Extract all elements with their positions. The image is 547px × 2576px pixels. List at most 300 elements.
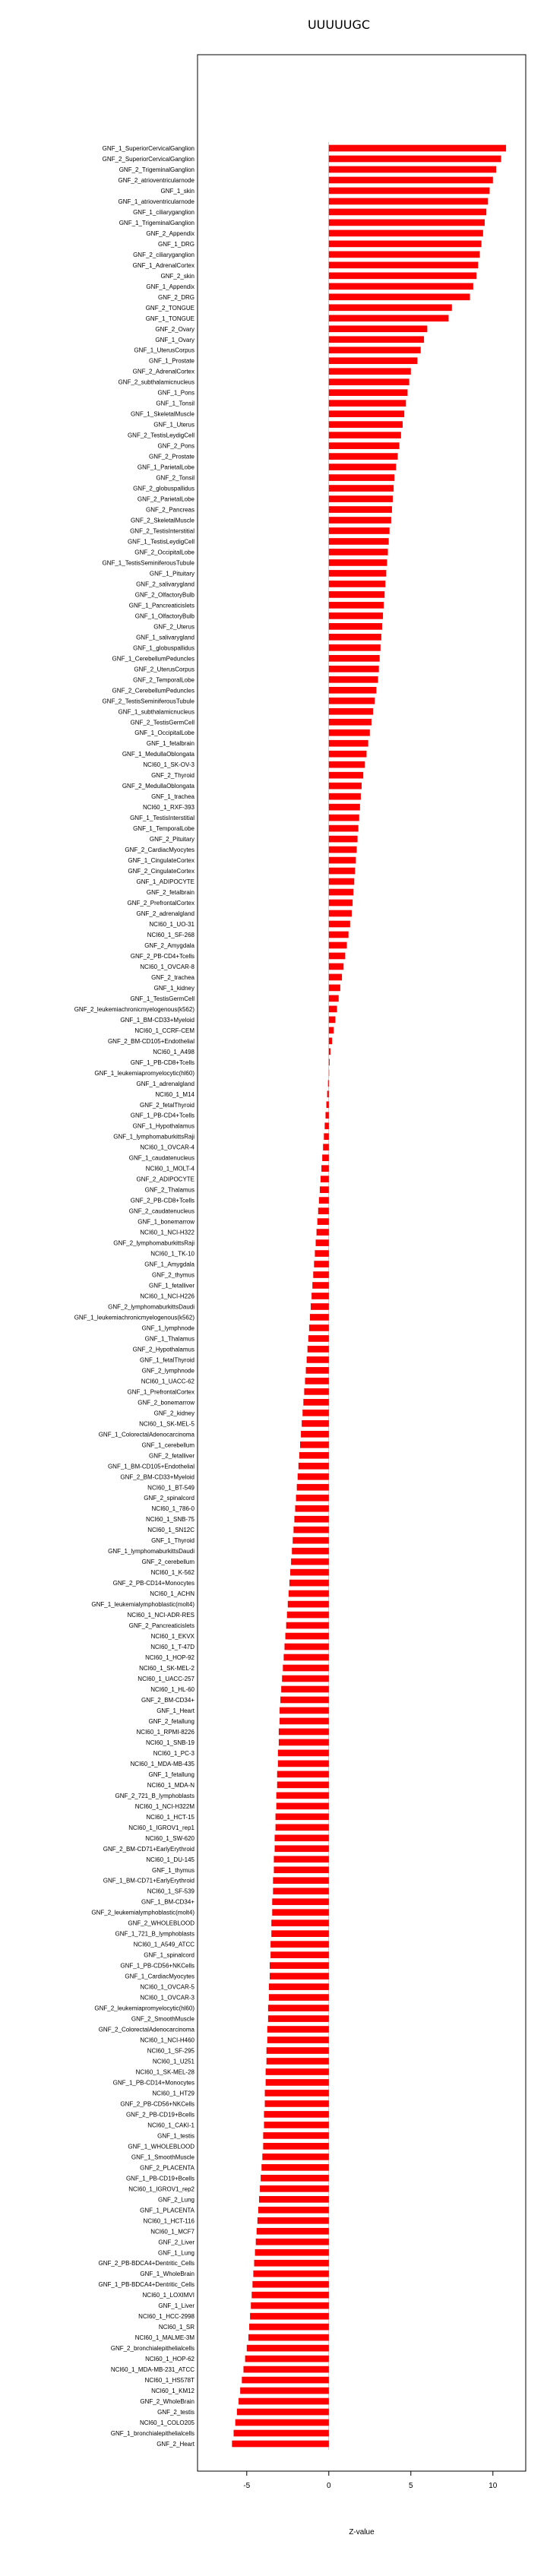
category-label: NCI60_1_OVCAR-8 [140,963,194,970]
bar [252,2281,328,2288]
category-label: GNF_1_trachea [151,793,194,801]
bar [329,230,483,237]
category-label: GNF_1_CardiacMyocytes [125,1973,194,1980]
category-label: GNF_2_fetallung [148,1717,194,1725]
bar [259,2196,329,2203]
bar [279,1729,329,1736]
category-label: GNF_1_TemporalLobe [133,825,194,833]
category-label: GNF_2_WholeBrain [140,2398,194,2406]
category-label: GNF_1_BM-CD33+Myeloid [120,1016,194,1024]
category-label: GNF_2_atrioventricularnode [118,176,194,184]
category-label: NCI60_1_TK-10 [150,1250,194,1258]
bar [301,1431,329,1438]
bar [315,1250,328,1257]
category-label: GNF_2_globuspallidus [133,485,194,492]
bar [281,1686,329,1693]
category-label: GNF_1_ColorectalAdenocarcinoma [98,1431,194,1438]
bar [329,772,363,779]
bar [277,1802,329,1809]
category-label: NCI60_1_OVCAR-4 [140,1144,194,1151]
category-label: GNF_1_PB-CD4+Tcells [130,1112,194,1119]
category-label: GNF_2_PB-CD14+Monocytes [112,1580,194,1587]
bar [289,1580,329,1587]
bar [329,698,375,704]
category-label: NCI60_1_CAKI-1 [147,2122,194,2129]
bar [329,687,377,694]
category-label: GNF_1_Hypothalamus [132,1122,194,1130]
category-label: GNF_2_Pancreas [145,506,194,514]
category-label: GNF_2_leukemialymphoblastic(molt4) [91,1909,194,1916]
bar [277,1771,329,1778]
bar [266,2079,329,2086]
bar [278,1750,329,1757]
bar [329,591,384,598]
bar [264,2111,328,2118]
bar [311,1293,329,1299]
bar [329,623,382,630]
category-label: NCI60_1_RPMI-8226 [136,1728,194,1736]
category-label: NCI60_1_ACHN [150,1590,194,1598]
category-label: GNF_2_lymphomaburkittsRaji [113,1239,194,1247]
category-label: NCI60_1_SK-MEL-2 [139,1665,194,1673]
category-label: GNF_1_Amygdala [144,1261,194,1268]
category-label: GNF_1_testis [157,2132,194,2140]
category-label: NCI60_1_UACC-257 [138,1676,194,1682]
category-label: GNF_2_fetalbrain [146,889,194,897]
category-label: NCI60_1_BT-549 [147,1484,194,1492]
bar [300,1441,329,1448]
category-label: NCI60_1_PC-3 [153,1749,194,1757]
category-label: NCI60_1_COLO205 [139,2419,194,2427]
bar [272,1898,329,1905]
category-label: GNF_1_CingulateCortex [128,857,194,865]
category-label: NCI60_1_NCI-H322M [134,1802,194,1810]
bar [264,2122,328,2128]
bar [269,1994,329,2001]
bar [329,1037,332,1044]
bar [329,985,340,992]
bar [329,241,482,248]
bar [274,1856,328,1862]
category-label: NCI60_1_HCC-2998 [138,2313,194,2321]
category-label: NCI60_1_MDA-MB-435 [130,1760,194,1767]
bar [257,2228,329,2235]
bar [275,1834,329,1841]
category-label: GNF_2_PB-CD19+Bcells [125,2111,194,2119]
category-label: GNF_1_kidney [153,984,194,992]
category-label: GNF_1_PB-CD8+Tcells [130,1059,194,1066]
category-label: NCI60_1_K-562 [150,1569,194,1577]
category-label: NCI60_1_HL-60 [150,1685,194,1693]
category-label: NCI60_1_SF-295 [147,2047,194,2055]
category-label: GNF_2_Amygdala [144,941,194,949]
bar [329,506,392,513]
category-label: GNF_2_trachea [151,973,194,981]
bar [329,188,490,195]
category-label: NCI60_1_A549_ATCC [133,1941,194,1948]
bar [329,847,357,853]
bar [243,2366,328,2373]
bar [308,1335,329,1342]
bar [329,389,408,396]
bar [267,2026,329,2033]
bar [324,1122,328,1129]
bar [324,1133,328,1140]
bar [240,2388,329,2394]
bar [283,1654,328,1661]
category-label: GNF_2_cerebellum [141,1559,194,1566]
bar [291,1559,329,1565]
bar [275,1845,329,1852]
bar [329,357,418,364]
category-label: NCI60_1_NCI-H322 [140,1229,194,1236]
bar [319,1197,329,1204]
category-label: NCI60_1_U251 [152,2058,194,2065]
bar [288,1601,329,1608]
category-label: GNF_2_721_B_lymphoblasts [115,1792,194,1799]
bar [329,761,365,768]
category-label: GNF_1_OccipitalLobe [134,729,194,737]
category-label: GNF_2_PB-CD56+NKCells [120,2100,194,2108]
category-label: GNF_1_PrefrontalCortex [127,1388,194,1396]
bar [306,1367,329,1374]
category-label: NCI60_1_SK-MEL-5 [139,1420,194,1428]
bar [258,2207,329,2214]
bar [329,166,496,173]
bar [270,1962,329,1969]
category-label: GNF_1_lymphnode [141,1324,194,1332]
bar [268,2005,329,2011]
category-label: GNF_1_WholeBrain [140,2271,194,2278]
category-label: NCI60_1_IGROV1_rep1 [128,1824,194,1831]
category-label: GNF_2_PrefrontalCortex [127,900,194,907]
bar [297,1484,329,1491]
bar [329,485,394,492]
bar [329,793,361,800]
bar [329,921,350,928]
category-label: GNF_2_skin [160,272,194,280]
bar [267,2036,329,2043]
category-label: GNF_2_PB-CD4+Tcells [130,952,194,960]
category-label: GNF_1_lymphomaburkittsRaji [113,1133,194,1141]
bar [314,1261,328,1267]
category-label: NCI60_1_UACC-62 [141,1378,194,1385]
category-label: NCI60_1_MDA-N [147,1781,194,1789]
bar [308,1346,329,1353]
category-label: GNF_1_TONGUE [145,315,194,322]
bar [250,2313,329,2320]
bar [263,2143,328,2150]
category-label: GNF_2_thymus [151,1271,194,1279]
category-label: GNF_1_bronchialepithelialcells [110,2430,194,2438]
bar [255,2249,329,2256]
bar [293,1527,328,1533]
category-label: NCI60_1_LOXIMVI [142,2292,194,2299]
category-label: GNF_1_WHOLEBLOOD [128,2143,194,2150]
category-label: NCI60_1_UO-31 [149,920,194,928]
category-label: GNF_2_fetalThyroid [139,1101,194,1109]
bar [296,1495,329,1502]
category-label: GNF_1_BM-CD105+Endothelial [107,1463,194,1470]
category-label: GNF_2_CingulateCortex [128,868,194,875]
bar [329,209,486,216]
category-label: GNF_1_PB-BDCA4+Dentritic_Cells [98,2281,194,2289]
bar [328,1080,329,1087]
category-label: NCI60_1_OVCAR-5 [140,1983,194,1991]
category-label: NCI60_1_MDA-MB-231_ATCC [110,2366,194,2374]
bar [260,2185,329,2192]
x-axis [243,2471,497,2490]
category-label: GNF_2_Thyroid [151,772,194,780]
bar [271,1930,329,1937]
bar [329,283,473,290]
bar [277,1782,329,1789]
category-label: NCI60_1_SN12C [147,1527,194,1534]
category-label: NCI60_1_SR [158,2324,194,2331]
bar [329,708,373,715]
bar [256,2239,329,2245]
bar [329,538,389,545]
category-label: GNF_1_globuspallidus [133,644,194,652]
category-label: NCI60_1_MOLT-4 [145,1165,194,1172]
bar [329,1048,330,1055]
bar [323,1144,329,1150]
bar [313,1271,329,1278]
bar [251,2302,329,2309]
category-label: NCI60_1_MALME-3M [134,2334,194,2342]
chart-title: UUUUUGC [307,17,371,32]
bar [329,644,381,651]
category-label: GNF_2_caudatenucleus [128,1207,194,1215]
bar [303,1399,328,1406]
bar [271,1919,329,1926]
x-axis-title: Z-value [349,2528,375,2536]
bars-group [232,142,506,2450]
bar [239,2398,329,2405]
category-label: NCI60_1_SK-MEL-28 [135,2068,194,2076]
bar [329,857,356,864]
category-label: GNF_2_kidney [153,1410,194,1417]
bar [329,527,390,534]
category-label: GNF_2_WHOLEBLOOD [128,1919,194,1927]
bar [270,1951,329,1958]
bar [325,1112,328,1119]
category-label: NCI60_1_786-0 [151,1505,194,1513]
category-label: GNF_1_cerebellum [141,1441,194,1449]
category-label: GNF_1_PLACENTA [140,2207,194,2214]
bar [287,1612,329,1619]
category-label: GNF_2_PLACENTA [140,2164,194,2172]
bar [321,1165,329,1172]
bar [329,432,401,438]
category-label: GNF_1_SkeletalMuscle [130,410,194,418]
bar [294,1516,328,1523]
category-label: GNF_2_bonemarrow [138,1399,194,1407]
category-label: GNF_1_caudatenucleus [128,1154,194,1162]
bar [329,868,356,875]
bar [266,2068,329,2075]
bar [329,220,485,226]
category-label: GNF_2_BM-CD105+Endothelial [107,1037,194,1045]
bar [317,1229,329,1236]
category-label: NCI60_1_NCI-ADR-RES [127,1612,194,1619]
bar [329,1069,330,1076]
category-label: GNF_2_adrenalgland [136,910,194,917]
bar [261,2164,329,2171]
category-label: GNF_1_PB-CD56+NKCells [120,1962,194,1970]
bar [329,252,480,258]
category-label: GNF_1_Pituitary [149,570,194,578]
bar [276,1824,329,1831]
category-label: NCI60_1_RXF-393 [142,804,194,812]
bar [329,602,384,609]
category-label: GNF_2_TestisSeminiferousTubule [102,698,194,705]
category-label: NCI60_1_IGROV1_rep2 [128,2185,194,2193]
bar [236,2419,329,2426]
bar [237,2409,329,2416]
bar [329,453,398,460]
bar [329,964,343,970]
bar [268,2015,329,2022]
category-label: GNF_2_OlfactoryBulb [134,591,194,599]
bar [265,2090,329,2097]
category-label: GNF_1_UterusCorpus [134,347,194,354]
category-label: NCI60_1_DU-145 [146,1856,194,1863]
category-label: NCI60_1_SW-620 [145,1834,194,1842]
category-label: GNF_1_CerebellumPeduncles [112,655,194,663]
bar [277,1793,329,1799]
category-label: GNF_2_Heart [157,2441,194,2448]
category-label: GNF_2_SmoothMuscle [131,2015,194,2023]
category-label: GNF_2_OccipitalLobe [134,549,194,556]
x-tick-label: 10 [489,2482,498,2490]
bar [274,1866,328,1873]
category-label: NCI60_1_HCT-15 [146,1813,194,1821]
bar [267,2058,329,2065]
bar [267,2047,329,2054]
category-label: GNF_1_bonemarrow [138,1218,194,1226]
bar [247,2345,329,2352]
category-label: GNF_2_leukemiapromyelocytic(hl60) [94,2005,194,2012]
bar [329,177,493,184]
bar [329,1027,334,1034]
category-label: NCI60_1_SF-268 [147,931,194,938]
category-label: GNF_2_SuperiorCervicalGanglion [102,155,194,163]
bar [262,2154,328,2160]
category-label: GNF_2_Tonsil [156,474,194,482]
category-label: NCI60_1_EKVX [150,1633,194,1641]
category-label: NCI60_1_T-47D [150,1644,194,1651]
bar [329,464,397,470]
bar [273,1888,328,1894]
category-label: GNF_1_DRG [157,240,194,248]
category-label: GNF_1_MedullaOblongata [122,751,194,758]
category-label: GNF_2_testis [157,2409,194,2416]
category-label: GNF_1_leukemialymphoblastic(molt4) [91,1601,194,1609]
category-label: GNF_1_leukemiachronicmyelogenous(k562) [74,1314,194,1321]
bar [289,1590,329,1597]
bar [329,878,354,885]
bar [270,1941,329,1948]
bar [251,2292,329,2299]
category-label: GNF_1_atrioventricularnode [118,198,194,205]
category-label: NCI60_1_SF-539 [147,1888,194,1895]
bar [309,1324,329,1331]
category-label: NCI60_1_SNB-19 [145,1739,194,1746]
category-label: GNF_2_UterusCorpus [134,666,194,673]
bar [329,1059,330,1065]
bar [302,1420,329,1427]
bar [329,304,452,311]
bar [329,442,400,449]
category-label: GNF_2_Pons [157,442,194,450]
category-label: GNF_2_TestisGermCell [130,719,194,726]
bar [329,1006,337,1013]
category-label: GNF_2_Thalamus [144,1186,194,1194]
category-label: GNF_1_subthalamicnucleus [118,708,194,716]
bar [283,1665,328,1672]
bar [329,549,388,555]
bar [245,2356,329,2362]
bar [292,1548,329,1555]
category-label: GNF_1_TestisLeydigCell [127,538,194,546]
category-label: GNF_2_TemporalLobe [133,676,194,684]
category-label: GNF_1_fetalbrain [146,740,194,748]
bar [280,1697,329,1704]
category-label: NCI60_1_MCF7 [150,2228,194,2236]
category-label: GNF_1_TestisInterstitial [130,815,194,822]
category-label: GNF_2_ADIPOCYTE [136,1176,194,1183]
bar [232,2441,328,2448]
bar [284,1644,328,1650]
category-label: NCI60_1_HCT-116 [143,2217,194,2225]
bar [329,336,424,343]
bar [280,1707,329,1714]
bar [290,1569,329,1576]
bar [329,889,353,896]
category-label: GNF_2_subthalamicnucleus [118,378,194,386]
category-label: GNF_2_leukemiachronicmyelogenous(k562) [74,1005,194,1013]
category-label: GNF_1_BM-CD34+ [141,1898,194,1906]
category-label: NCI60_1_HS578T [144,2377,194,2385]
category-label: GNF_1_ADIPOCYTE [136,878,194,886]
category-label: GNF_2_PB-CD8+Tcells [130,1197,194,1204]
bar [296,1505,329,1512]
category-label: NCI60_1_OVCAR-3 [140,1994,194,2002]
category-label: GNF_2_Lung [157,2196,194,2204]
bar [329,634,381,641]
bar [292,1537,329,1544]
bar [280,1718,329,1725]
category-label: GNF_2_TrigeminalGanglion [119,166,194,173]
bar [329,953,346,960]
category-label: GNF_2_MedullaOblongata [122,783,194,790]
bar [316,1239,329,1246]
category-label: GNF_2_BM-CD71+EarlyErythroid [103,1845,194,1853]
bar [329,825,359,832]
category-label: GNF_1_PB-CD14+Monocytes [112,2079,194,2087]
x-tick-label: -5 [243,2482,251,2490]
category-label: GNF_1_Pons [157,389,194,397]
category-label: GNF_1_SmoothMuscle [131,2154,194,2161]
category-label: NCI60_1_SK-OV-3 [143,761,194,769]
category-label: GNF_2_BM-CD33+Myeloid [120,1473,194,1481]
bar [329,517,391,524]
category-label: GNF_1_TestisGermCell [130,995,194,1002]
category-label: GNF_1_AdrenalCortex [132,261,194,269]
category-label: GNF_2_Liver [158,2239,194,2246]
bar [329,666,379,672]
